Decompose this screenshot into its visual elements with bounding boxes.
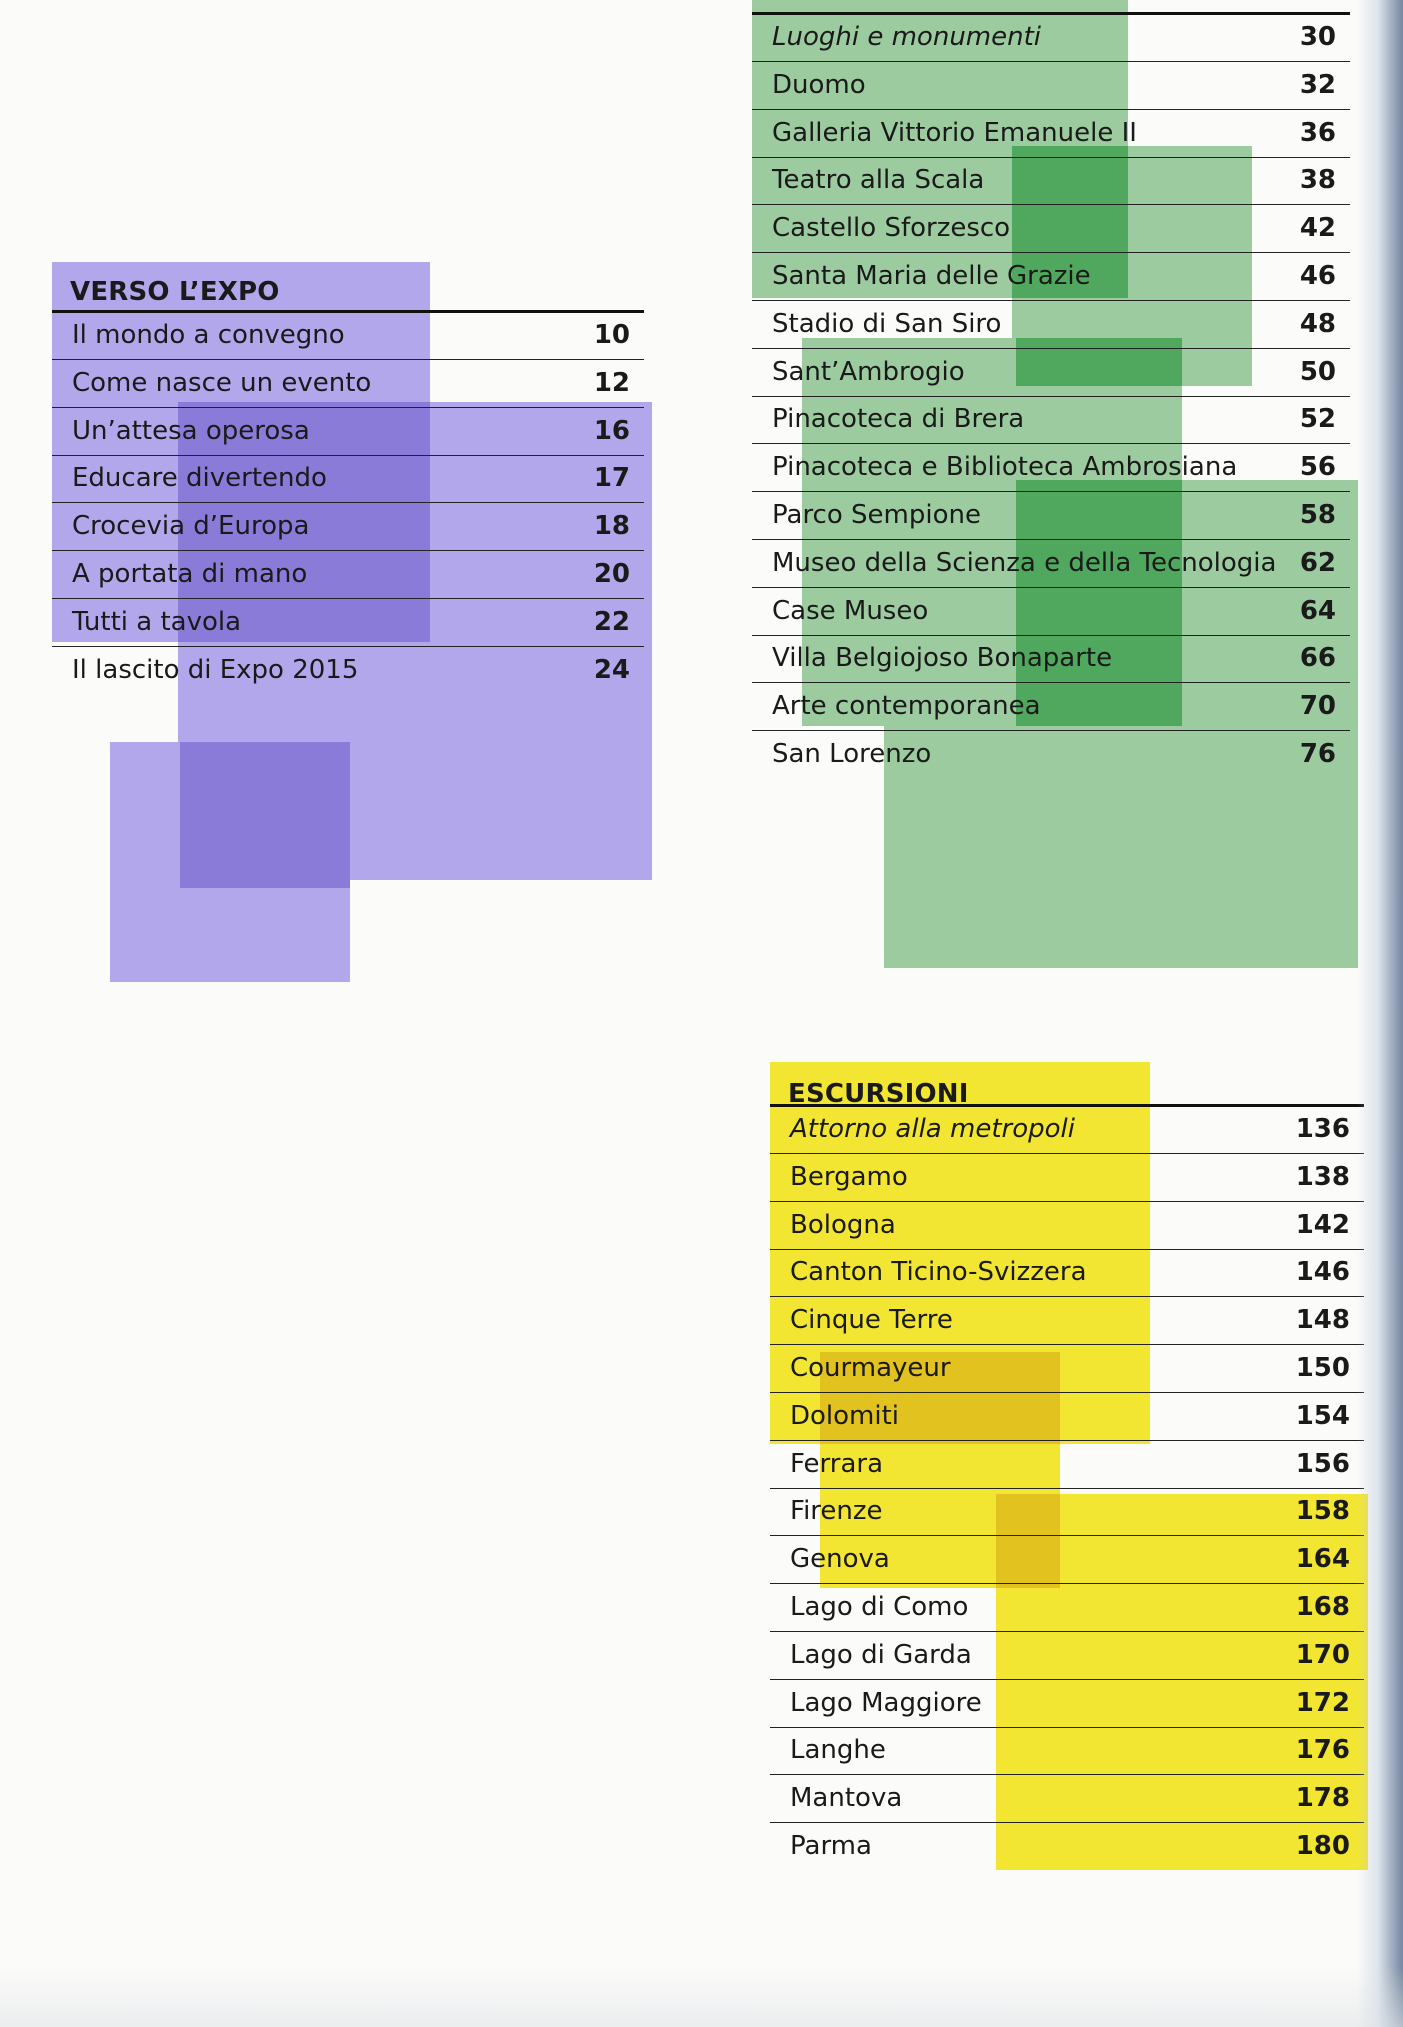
toc-row: [770, 1727, 1364, 1775]
toc-row: [752, 683, 1350, 731]
toc-entry-page: 168: [1295, 1592, 1350, 1622]
toc-entry-page: 12: [593, 367, 630, 398]
toc-entry-label: Attorno alla metropoli: [790, 1114, 1075, 1144]
toc-row: [752, 157, 1350, 205]
toc-row: [770, 1488, 1364, 1536]
section-title: VERSO L’EXPO: [70, 277, 280, 307]
toc-row: [752, 444, 1350, 492]
toc-entry-page: 156: [1295, 1448, 1350, 1479]
toc-entry-label: Santa Maria delle Grazie: [772, 261, 1091, 291]
toc-entry-page: 50: [1299, 356, 1336, 387]
toc-entry-page: 64: [1299, 595, 1336, 626]
toc-row: [52, 408, 644, 456]
toc-entry-label: Case Museo: [772, 595, 929, 626]
toc-entry-page: 58: [1299, 500, 1336, 530]
toc-entry-page: 52: [1299, 404, 1336, 435]
toc-entry-page: 70: [1299, 691, 1336, 722]
toc-row: [770, 1345, 1364, 1393]
page-bottom-shadow: [0, 1967, 1403, 2027]
toc-entry-page: 150: [1295, 1353, 1350, 1383]
toc-entry-page: 76: [1299, 739, 1336, 769]
toc-row: [752, 301, 1350, 349]
toc-entry-page: 38: [1299, 165, 1336, 196]
toc-entry-label: Villa Belgiojoso Bonaparte: [772, 643, 1113, 674]
toc-entry-page: 56: [1299, 452, 1336, 483]
toc-entry-label: Pinacoteca e Biblioteca Ambrosiana: [772, 452, 1238, 483]
toc-row: [770, 1441, 1364, 1489]
toc-row: [752, 62, 1350, 110]
toc-entry-label: Courmayeur: [790, 1353, 951, 1383]
page-binding-shadow: [1357, 0, 1403, 2027]
toc-row: [52, 599, 644, 647]
toc-entry-page: 46: [1299, 261, 1336, 291]
toc-entry-label: Bergamo: [790, 1161, 908, 1192]
toc-entry-page: 158: [1295, 1496, 1350, 1527]
toc-row: [752, 205, 1350, 253]
toc-entry-page: 20: [593, 559, 630, 589]
toc-entry-label: Il mondo a convegno: [72, 320, 345, 350]
toc-entry-label: Museo della Scienza e della Tecnologia: [772, 547, 1277, 578]
toc-row: [752, 349, 1350, 397]
toc-row: [752, 492, 1350, 540]
toc-row: [752, 14, 1350, 62]
toc-entry-label: Stadio di San Siro: [772, 308, 1002, 339]
toc-row: [752, 396, 1350, 444]
toc-entry-label: Duomo: [772, 69, 866, 100]
toc-row: [770, 1202, 1364, 1250]
toc-entry-page: 172: [1295, 1687, 1350, 1718]
toc-entry-label: Ferrara: [790, 1448, 884, 1479]
toc-row: [52, 360, 644, 408]
toc-entry-label: Parco Sempione: [772, 500, 981, 530]
toc-row: [52, 455, 644, 503]
toc-entry-page: 138: [1295, 1161, 1350, 1192]
toc-entry-page: 16: [593, 415, 630, 446]
toc-entry-label: Crocevia d’Europa: [72, 511, 310, 542]
toc-entry-label: San Lorenzo: [772, 739, 932, 769]
toc-row: [752, 253, 1350, 301]
toc-entry-page: 164: [1295, 1544, 1350, 1575]
toc-row: [770, 1154, 1364, 1202]
toc-row: [52, 551, 644, 599]
toc-verso-expo: [52, 262, 644, 685]
toc-entry-label: Parma: [790, 1831, 872, 1861]
toc-entry-label: Luoghi e monumenti: [772, 22, 1042, 52]
toc-entry-label: Il lascito di Expo 2015: [72, 654, 359, 685]
toc-row: [52, 647, 644, 694]
section-title: ESCURSIONI: [788, 1079, 969, 1109]
toc-entry-label: Bologna: [790, 1209, 896, 1240]
toc-entry-page: 17: [593, 463, 630, 494]
toc-escursioni: [770, 1062, 1364, 1882]
toc-row: [752, 731, 1350, 778]
toc-entry-label: Castello Sforzesco: [772, 213, 1011, 244]
toc-row: [752, 588, 1350, 636]
toc-entry-label: Un’attesa operosa: [72, 415, 310, 446]
toc-row: [770, 1393, 1364, 1441]
toc-row: [770, 1823, 1364, 1870]
purple-rect-bottom-overlap: [180, 742, 350, 888]
toc-row: [52, 503, 644, 551]
toc-entry-label: Cinque Terre: [790, 1305, 953, 1336]
toc-row: [770, 1584, 1364, 1632]
toc-entry-label: Tutti a tavola: [72, 606, 242, 637]
toc-entry-page: 66: [1299, 643, 1336, 674]
toc-entry-page: 22: [593, 606, 630, 637]
toc-entry-label: Sant’Ambrogio: [772, 356, 965, 387]
toc-entry-page: 18: [593, 511, 630, 542]
toc-entry-page: 136: [1295, 1114, 1350, 1144]
toc-entry-page: 180: [1295, 1831, 1350, 1861]
toc-entry-label: Arte contemporanea: [772, 691, 1041, 722]
toc-luoghi-monumenti: [752, 12, 1350, 772]
toc-entry-page: 10: [593, 320, 630, 350]
toc-entry-label: Come nasce un evento: [72, 367, 372, 398]
toc-entry-page: 62: [1299, 547, 1336, 578]
toc-entry-label: Mantova: [790, 1783, 903, 1814]
toc-row: [770, 1536, 1364, 1584]
toc-row: [770, 1680, 1364, 1728]
toc-entry-label: Lago Maggiore: [790, 1687, 982, 1718]
toc-entry-page: 146: [1295, 1257, 1350, 1288]
toc-entry-page: 36: [1299, 117, 1336, 148]
toc-entry-label: Canton Ticino-Svizzera: [790, 1257, 1087, 1288]
toc-row: [770, 1249, 1364, 1297]
toc-entry-page: 24: [593, 654, 630, 685]
toc-entry-label: Dolomiti: [790, 1400, 900, 1431]
toc-entry-label: Lago di Como: [790, 1592, 969, 1622]
toc-entry-page: 176: [1295, 1735, 1350, 1766]
toc-entry-page: 42: [1299, 213, 1336, 244]
toc-entry-label: Lago di Garda: [790, 1639, 972, 1670]
toc-entry-page: 148: [1295, 1305, 1350, 1336]
toc-entry-page: 170: [1295, 1639, 1350, 1670]
toc-entry-page: 154: [1295, 1400, 1350, 1431]
toc-row: [752, 540, 1350, 588]
toc-entry-label: Firenze: [790, 1496, 883, 1527]
toc-entry-label: A portata di mano: [72, 559, 308, 589]
toc-entry-page: 142: [1295, 1209, 1350, 1240]
toc-row: [52, 312, 644, 360]
toc-row: [770, 1106, 1364, 1154]
toc-entry-label: Pinacoteca di Brera: [772, 404, 1025, 435]
toc-entry-label: Educare divertendo: [72, 463, 327, 494]
toc-entry-page: 48: [1299, 308, 1336, 339]
toc-row: [770, 1297, 1364, 1345]
toc-entry-page: 32: [1299, 69, 1336, 100]
toc-entry-label: Langhe: [790, 1735, 886, 1766]
toc-row: [770, 1632, 1364, 1680]
toc-entry-page: 30: [1299, 22, 1336, 52]
toc-entry-label: Genova: [790, 1544, 890, 1575]
toc-row: [770, 1775, 1364, 1823]
toc-entry-label: Galleria Vittorio Emanuele II: [772, 117, 1137, 148]
toc-entry-page: 178: [1295, 1783, 1350, 1814]
toc-entry-label: Teatro alla Scala: [772, 165, 985, 196]
toc-row: [752, 635, 1350, 683]
toc-row: [752, 110, 1350, 158]
